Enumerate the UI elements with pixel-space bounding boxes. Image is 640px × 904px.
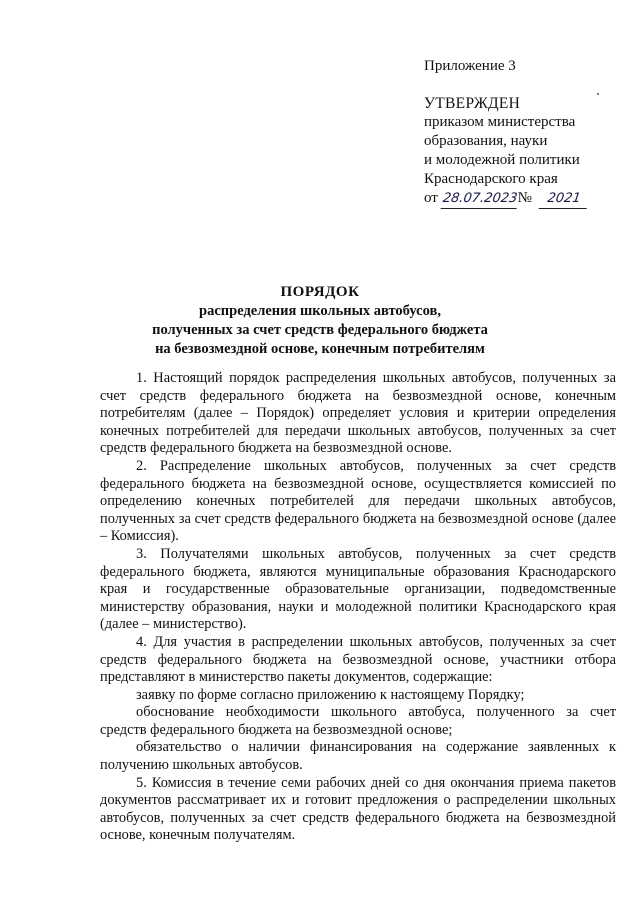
paragraph-4-item-2: обоснование необходимости школьного автобуса, полученного за счет средств федерального бюджета на безвозмездной основе; xyxy=(100,704,616,738)
order-number: 2021 xyxy=(538,189,589,209)
appendix-label: Приложение 3 xyxy=(424,58,516,74)
title-subtitle-3: на безвозмездной основе, конечным потребителям xyxy=(155,341,485,357)
paragraph-4: 4. Для участия в распределении школьных автобусов, полученных за счет средств федерального бюджета на безвозмездной основе, участники отбора представляют в министерство пакеты документов, содержащие: xyxy=(100,633,616,686)
approval-line-2: образования, науки xyxy=(424,133,548,149)
paragraph-3: 3. Получателями школьных автобусов, полученных за счет средств федерального бюджета, являются муниципальные образования Краснодарского края и государственные образовательные организации, подведомственные министерству образования, науки и молодежной политики Краснодарского края (далее – министерство). xyxy=(100,545,616,633)
title-subtitle-2: полученных за счет средств федерального бюджета xyxy=(152,322,488,338)
paragraph-4-item-3: обязательство о наличии финансирования на содержание заявленных к получению школьных автобусов. xyxy=(100,739,616,774)
approval-line-1: приказом министерства xyxy=(424,114,576,130)
title-subtitle-1: распределения школьных автобусов, xyxy=(199,303,441,319)
number-sign: № xyxy=(517,190,532,206)
paragraph-2: 2. Распределение школьных автобусов, полученных за счет средств федерального бюджета на безвозмездной основе, осуществляется комиссией по определению конечных потребителей для передачи школьных автобусов, полученных за счет средств федерального бюджета на безвозмездной основе (далее – Комиссия). xyxy=(100,457,616,545)
approval-line-3: и молодежной политики xyxy=(424,152,580,168)
document-title xyxy=(0,283,640,359)
order-date-number xyxy=(424,189,588,209)
paragraph-1: 1. Настоящий порядок распределения школьных автобусов, полученных за счет средств федерального бюджета на безвозмездной основе, конечным потребителям (далее – Порядок) определяет условия и критерии определения конечных потребителей для передачи школьных автобусов, полученных за счет средств федерального бюджета на безвозмездной основе. xyxy=(100,370,616,457)
approval-line-4: Краснодарского края xyxy=(424,171,558,187)
scan-dot xyxy=(597,93,599,95)
order-date: 28.07.2023 xyxy=(440,189,519,209)
document-body xyxy=(100,370,616,845)
approval-block xyxy=(424,94,588,209)
date-prefix: от xyxy=(424,190,438,206)
title-main: ПОРЯДОК xyxy=(280,284,360,300)
approved-heading: УТВЕРЖДЕН xyxy=(424,95,521,112)
paragraph-5: 5. Комиссия в течение семи рабочих дней со дня окончания приема пакетов документов рассматривает их и готовит предложения о распределении школьных автобусов, полученных за счет средств федерального бюджета на безвозмездной основе, конечным получателям. xyxy=(100,774,616,844)
paragraph-4-item-1: заявку по форме согласно приложению к настоящему Порядку; xyxy=(136,686,525,703)
